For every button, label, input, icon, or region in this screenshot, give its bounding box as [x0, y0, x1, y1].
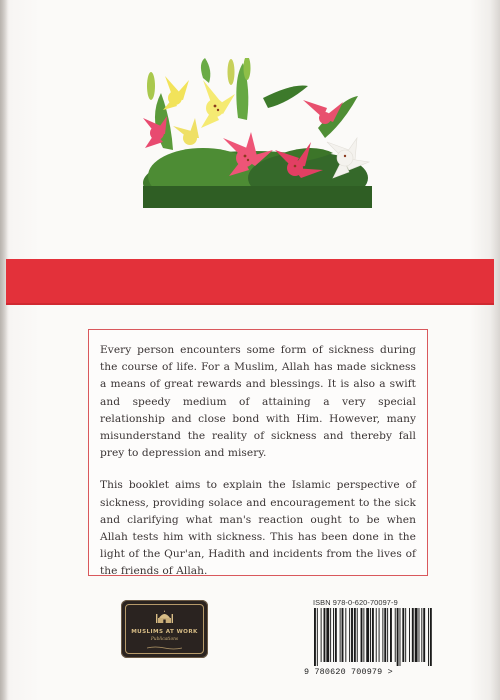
- lily-flower-photo: [143, 58, 372, 208]
- barcode-digits: 9 780620 700979 >: [304, 667, 393, 677]
- mosque-emblem-icon: [155, 609, 174, 625]
- barcode: [312, 608, 434, 666]
- description-paragraph-2: This booklet aims to explain the Islamic perspective of sickness, providing solace and encouragement to the sick and clarifying what man's reaction ought to be when Allah tests him with sickness. This has been done in the light of the Qur'an, Hadith and incidents from the lives of the friends of Allah.: [100, 479, 416, 578]
- flourish-ornament: [147, 646, 182, 650]
- description-paragraph-1: Every person encounters some form of sickness during the course of life. For a Muslim, Allah has made sickness a means of great rewards and blessings. It is also a swift and speedy medium of attaining a very special relationship and close bond with Him. However, many misunderstand the reality of sickness and thereby fall prey to depression and misery.: [100, 344, 416, 460]
- publisher-name: MUSLIMS AT WORK: [131, 629, 198, 635]
- description-box: [88, 329, 428, 576]
- isbn-label: ISBN 978-0-620-70097-9: [313, 598, 398, 607]
- spine-shadow: [0, 0, 8, 700]
- red-band: [6, 259, 494, 305]
- publisher-subtitle: Publications: [150, 637, 179, 642]
- publisher-logo: [121, 600, 208, 658]
